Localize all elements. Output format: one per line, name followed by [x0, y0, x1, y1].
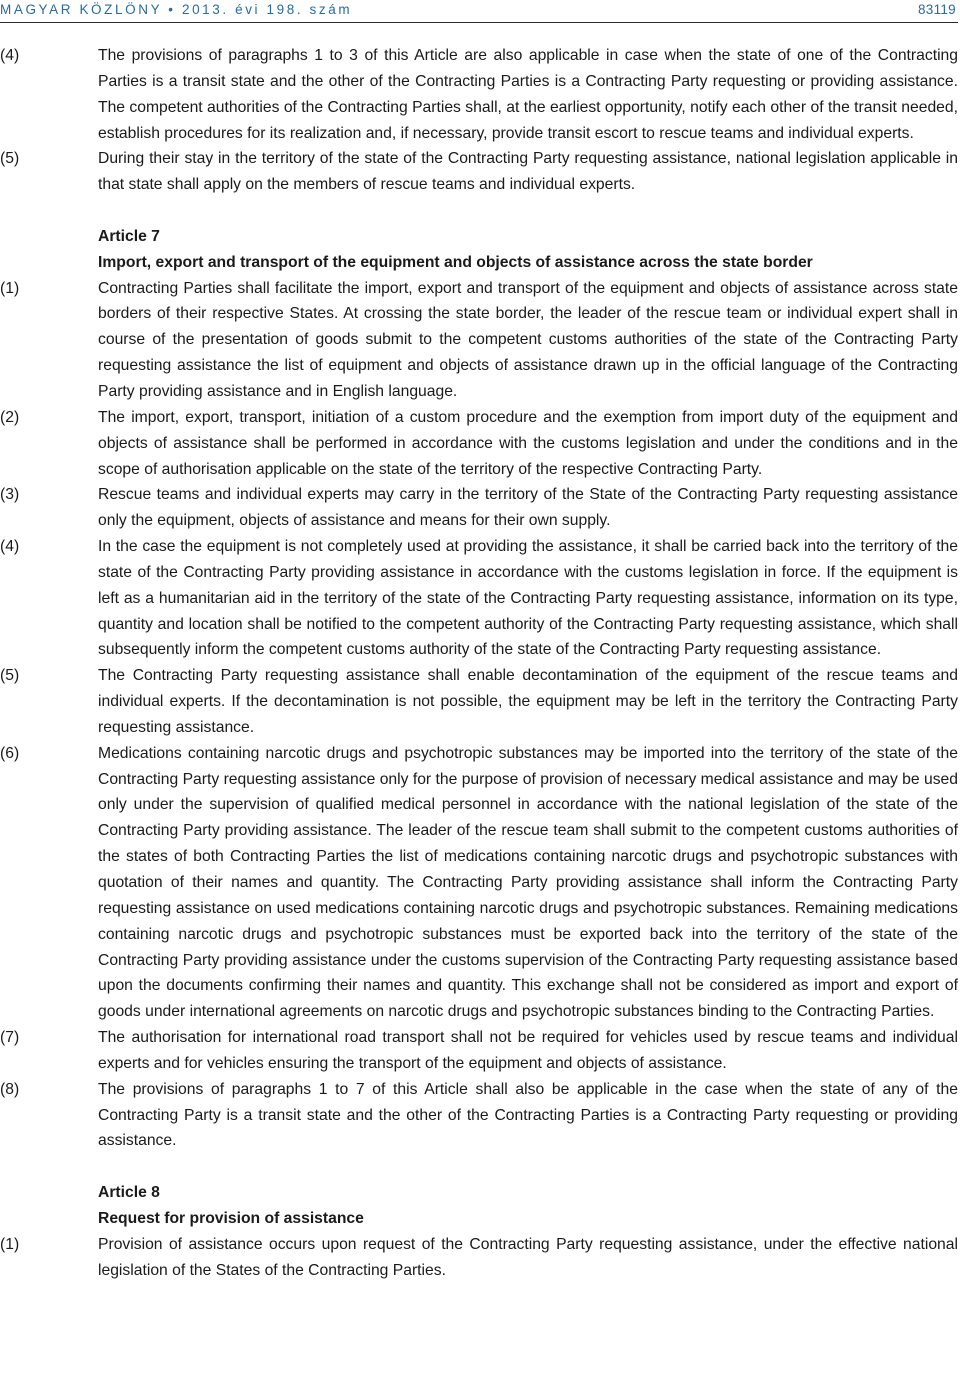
- paragraph-text: The provisions of paragraphs 1 to 7 of this Article shall also be applicable in the case when the state of any of the Contracting Party is a transit state and the other of the Contracting Parties is a Contracting Party requesting or providing assistance.: [98, 1080, 958, 1150]
- paragraph-number: (6): [0, 744, 20, 762]
- running-header: [0, 0, 958, 23]
- paragraph: [0, 276, 958, 405]
- spacer: [0, 198, 958, 224]
- paragraph: [0, 1077, 958, 1155]
- paragraph-text: Contracting Parties shall facilitate the import, export and transport of the equipment and objects of assistance across state borders of their respective States. At crossing the state border, the leader of the rescue team or individual expert shall in course of the presentation of goods submit to the competent customs authorities of the state of the Contracting Party requesting assistance the list of equipment and objects of assistance drawn up in the official language of the Contracting Party providing assistance and in English language.: [98, 279, 958, 400]
- paragraph: [0, 405, 958, 483]
- paragraph-number: (1): [0, 1235, 20, 1253]
- paragraph-text: The import, export, transport, initiation of a custom procedure and the exemption from import duty of the equipment and objects of assistance shall be performed in accordance with the customs legislation and under the conditions and in the scope of authorisation applicable on the state of the territory of the respective Contracting Party.: [98, 408, 958, 478]
- paragraph-number: (5): [0, 150, 20, 168]
- paragraph-number: (3): [0, 486, 20, 504]
- article-8-title: Request for provision of assistance: [98, 1209, 364, 1227]
- paragraph-text: Medications containing narcotic drugs and psychotropic substances may be imported into the territory of the state of the Contracting Party requesting assistance only for the purpose of provision of necessary medical assistance and may be used only under the supervision of qualified medical personnel in accordance with the national legislation of the state of the Contracting Party providing assistance. The leader of the rescue team shall submit to the competent customs authorities of the states of both Contracting Parties the list of medications containing narcotic drugs and psychotropic substances with quotation of their names and quantity. The Contracting Party providing assistance shall inform the Contracting Party requesting assistance on used medications containing narcotic drugs and psychotropic substances. Remaining medications containing narcotic drugs and psychotropic substances must be exported back into the territory of the state of the Contracting Party providing assistance under the customs supervision of the Contracting Party requesting assistance based upon the documents confirming their names and quantity. This exchange shall not be considered as import and export of goods under international agreements on narcotic drugs and psychotropic substances binding to the Contracting Parties.: [98, 744, 958, 1021]
- spacer: [0, 1154, 958, 1180]
- paragraph-number: (7): [0, 1029, 20, 1047]
- article-8-label: Article 8: [98, 1184, 160, 1202]
- paragraph: [0, 43, 958, 146]
- paragraph-text: The Contracting Party requesting assistance shall enable decontamination of the equipment of the rescue teams and individual experts. If the decontamination is not possible, the equipment may be left in the territory the Contracting Party requesting assistance.: [98, 667, 958, 736]
- document-body: [0, 43, 958, 1284]
- paragraph-number: (2): [0, 408, 20, 426]
- paragraph: [0, 741, 958, 1025]
- paragraph-number: (4): [0, 47, 20, 64]
- article-7-title: Import, export and transport of the equipment and objects of assistance across the state border: [98, 253, 813, 271]
- paragraph-text: Provision of assistance occurs upon request of the Contracting Party requesting assistance, under the effective national legislation of the States of the Contracting Parties.: [98, 1235, 958, 1279]
- paragraph-number: (1): [0, 279, 20, 297]
- paragraph-number: (8): [0, 1080, 20, 1098]
- paragraph-number: (4): [0, 538, 20, 556]
- paragraph: [0, 146, 958, 198]
- paragraph-text: Rescue teams and individual experts may carry in the territory of the State of the Contracting Party requesting assistance only the equipment, objects of assistance and means for their own supply.: [98, 486, 958, 530]
- article-7-label: Article 7: [98, 227, 160, 245]
- paragraph-text: In the case the equipment is not completely used at providing the assistance, it shall be carried back into the territory of the state of the Contracting Party providing assistance in accordance with the customs legislation in force. If the equipment is left as a humanitarian aid in the territory of the state of the Contracting Party requesting assistance, information on its type, quantity and location shall be notified to the competent authority of the Contracting Party requesting assistance, which shall subsequently inform the competent customs authority of the state of the Contracting Party requesting assistance.: [98, 538, 958, 659]
- paragraph-number: (5): [0, 667, 20, 685]
- paragraph: [0, 1025, 958, 1077]
- paragraph-text: The authorisation for international road transport shall not be required for vehicles used by rescue teams and individual experts and for vehicles ensuring the transport of the equipment and objects of assistance.: [98, 1029, 958, 1072]
- paragraph: [0, 534, 958, 663]
- paragraph: [0, 663, 958, 741]
- paragraph-text: The provisions of paragraphs 1 to 3 of this Article are also applicable in case when the state of one of the Contracting Parties is a transit state and the other of the Contracting Parties is a Contracting Party requesting or providing assistance. The competent authorities of the Contracting Parties shall, at the earliest opportunity, notify each other of the transit needed, establish procedures for its realization and, if necessary, provide transit escort to rescue teams and individual experts.: [98, 47, 958, 142]
- paragraph-text: During their stay in the territory of the state of the Contracting Party requesting assistance, national legislation applicable in that state shall apply on the members of rescue teams and individual experts.: [98, 150, 958, 194]
- paragraph: [0, 1232, 958, 1284]
- paragraph: [0, 482, 958, 534]
- journal-title: MAGYAR KÖZLÖNY • 2013. évi 198. szám: [0, 2, 353, 17]
- page-number: 83119: [917, 2, 956, 17]
